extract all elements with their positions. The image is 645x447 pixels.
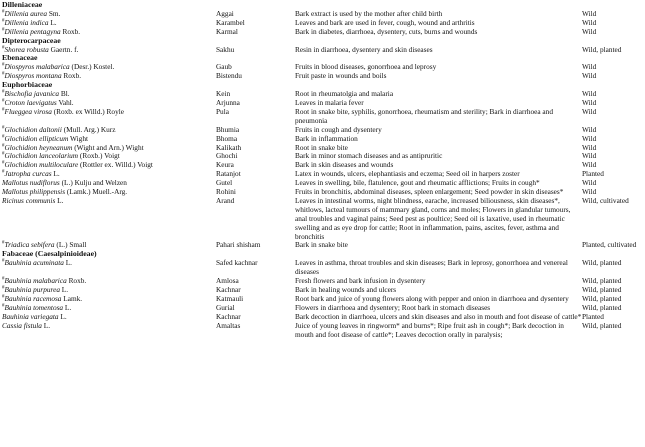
- species-authority: L.: [50, 17, 57, 27]
- status-cell: Wild, planted: [582, 302, 622, 312]
- medicinal-use-cell: Fruits in blood diseases, gonorrhoea and leprosy: [295, 62, 437, 72]
- species-name: Jatropha curcas: [4, 169, 52, 179]
- species-authority: (Mull. Arg.) Kurz: [63, 124, 116, 134]
- local-name-cell: Amaltas: [216, 320, 241, 330]
- species-mark: #: [2, 107, 5, 113]
- species-mark: #: [2, 294, 5, 300]
- species-name: Shorea robusta: [4, 44, 49, 54]
- species-mark: #: [2, 258, 5, 264]
- species-name: Croton laevigatus: [4, 97, 57, 107]
- status-cell: Wild: [582, 62, 597, 72]
- status-cell: Wild, planted: [582, 285, 622, 294]
- medicinal-use-cell: Bark in inflammation: [295, 133, 358, 143]
- species-mark: #: [2, 169, 5, 175]
- plant-use-table: [2, 1, 642, 339]
- species-mark: #: [2, 151, 5, 157]
- status-cell: Planted: [582, 311, 604, 321]
- species-authority: Roxb.: [63, 71, 82, 81]
- species-authority: L.: [61, 285, 69, 294]
- local-name-cell: Kalikath: [216, 142, 242, 152]
- medicinal-use-cell: Fresh flowers and bark infusion in dysentery: [295, 276, 426, 286]
- species-mark: #: [2, 62, 5, 68]
- medicinal-use-cell: Leaves in asthma, throat troubles and skin diseases; Bark in leprosy, gonorrhoea and venereal diseases: [295, 258, 568, 277]
- status-cell: Wild: [582, 17, 597, 27]
- species-name: Glochidion heyneanum: [4, 142, 73, 152]
- species-authority: Bl.: [60, 89, 70, 99]
- family-name: Fabaceae (Caesalpinioideae): [2, 249, 97, 259]
- species-mark: #: [2, 9, 5, 15]
- medicinal-use-cell: Juice of young leaves in ringworm* and burns*; Ripe fruit ash in cough*; Bark decoction in mouth and foot disease of cattle*; Leaves decoction orally in paralysis;: [295, 320, 564, 339]
- medicinal-use-cell: Bark decoction in diarrhoea, ulcers and skin diseases and also in mouth and foot disease of cattle*: [295, 311, 582, 321]
- species-authority: L.: [60, 311, 67, 321]
- status-cell: Wild: [582, 187, 597, 197]
- species-name: Diospyros malabarica: [4, 62, 70, 72]
- status-cell: Wild: [582, 133, 597, 143]
- species-authority: Sm.: [48, 8, 61, 18]
- local-name-cell: Safed kachnar: [216, 258, 258, 268]
- local-name-cell: Gurial: [216, 302, 235, 312]
- medicinal-use-cell: Root in rheumatolgia and malaria: [295, 89, 394, 99]
- species-name: Mallotus philippensis: [2, 187, 66, 197]
- table-row: [2, 46, 642, 55]
- status-cell: Wild: [582, 106, 597, 116]
- local-name-cell: Bhumia: [216, 124, 240, 134]
- species-cell: [2, 108, 216, 126]
- species-name: Bauhinia variegata: [2, 311, 59, 321]
- species-authority: (Roxb. ex Willd.) Royle: [53, 106, 124, 116]
- status-cell: Wild, planted: [582, 44, 622, 54]
- table-row: [2, 322, 642, 340]
- table-row: [2, 259, 642, 277]
- species-authority: Lamk.: [63, 293, 83, 303]
- species-name: Ricinus communis: [2, 195, 56, 205]
- local-name-cell: Karmal: [216, 26, 238, 36]
- species-mark: #: [2, 160, 5, 166]
- species-authority: Wight: [70, 133, 88, 143]
- local-name-cell: Kachnar: [216, 285, 241, 294]
- species-name: Bauhinia tomentosa: [4, 302, 64, 312]
- species-name: Bauhinia malabarica: [4, 276, 67, 286]
- status-cell: Wild: [582, 89, 597, 99]
- local-name-cell: Ratanjot: [216, 169, 241, 179]
- species-name: Bauhinia purpurea: [4, 285, 60, 294]
- species-mark: #: [2, 241, 5, 247]
- species-authority: L.: [65, 258, 73, 268]
- local-name-cell: Gutel: [216, 178, 233, 188]
- family-name: Dipterocarpaceae: [2, 35, 61, 45]
- species-mark: #: [2, 18, 5, 24]
- local-name-cell: Arjunna: [216, 97, 240, 107]
- species-name: Bischofia javanica: [4, 89, 60, 99]
- local-name-cell: Kachnar: [216, 311, 241, 321]
- species-authority: (L.) Kulju and Welzen: [61, 178, 127, 188]
- species-authority: Gaertn. f.: [50, 44, 79, 54]
- species-cell: [2, 197, 216, 242]
- status-cell: Wild: [582, 8, 597, 18]
- medicinal-use-cell: Fruits in cough and dysentery: [295, 124, 382, 134]
- species-mark: #: [2, 143, 5, 149]
- species-authority: L.: [43, 320, 51, 330]
- species-mark: #: [2, 89, 5, 95]
- species-authority: (Roxb.) Voigt: [79, 151, 120, 161]
- species-name: Dillenia aurea: [4, 8, 47, 18]
- species-name: Diospyros montana: [4, 71, 62, 81]
- table-row: [2, 241, 642, 250]
- species-authority: (Wight and Arn.) Wight: [74, 142, 144, 152]
- medicinal-use-cell: Bark in snake bite: [295, 240, 348, 250]
- local-name-cell: Katmauli: [216, 293, 244, 303]
- species-authority: (L.) Small: [56, 240, 87, 250]
- species-name: Cassia fistula: [2, 320, 42, 330]
- table-body: [2, 1, 642, 339]
- medicinal-use-cell: Fruits in bronchitis, abdominal diseases, spleen enlargement; Seed powder in skin diseases*: [295, 187, 564, 197]
- medicinal-use-cell: Fruit paste in wounds and boils: [295, 71, 387, 81]
- species-mark: #: [2, 276, 5, 282]
- medicinal-use-cell: Bark in minor stomach diseases and as antipruritic: [295, 151, 443, 161]
- local-name-cell: Amlosa: [216, 276, 239, 286]
- medicinal-use-cell: Leaves and bark are used in fever, cough, wound and arthritis: [295, 17, 475, 27]
- local-name-cell: Gaub: [216, 62, 232, 72]
- status-cell: Wild: [582, 124, 597, 134]
- species-authority: L.: [57, 195, 64, 205]
- species-mark: #: [2, 98, 5, 104]
- table-row: [2, 28, 642, 37]
- medicinal-use-cell: Root bark and juice of young flowers along with pepper and onion in diarrhoea and dysentery: [295, 293, 569, 303]
- species-name: Mallotus nudiflorus: [2, 178, 60, 188]
- status-cell: Wild: [582, 71, 597, 81]
- species-name: Dillenia pentagyna: [4, 26, 61, 36]
- local-name-cell: Aggai: [216, 8, 234, 18]
- species-authority: L.: [64, 302, 72, 312]
- status-cell: Wild, planted: [582, 258, 622, 268]
- status-cell: Wild, planted: [582, 276, 622, 286]
- species-mark: #: [2, 27, 5, 33]
- status-cell: Wild: [582, 97, 597, 107]
- local-name-cell: Pula: [216, 106, 229, 116]
- species-name: Glochidion ellipticum: [4, 133, 69, 143]
- species-authority: Roxb.: [68, 276, 87, 286]
- local-name-cell: Keura: [216, 160, 234, 170]
- table-row: [2, 197, 642, 242]
- species-mark: #: [2, 134, 5, 140]
- local-name-cell: Sakhu: [216, 44, 235, 54]
- species-mark: #: [2, 285, 5, 291]
- medicinal-use-cell: Leaves in swelling, bile, flatulence, gout and rheumatic afflictions; Fruits in cough*: [295, 178, 540, 188]
- species-mark: #: [2, 71, 5, 77]
- local-name-cell: Pahari shisham: [216, 240, 261, 250]
- species-authority: (Desr.) Kostel.: [71, 62, 115, 72]
- status-cell: Wild: [582, 142, 597, 152]
- medicinal-use-cell: Leaves in intestinal worms, night blindness, earache, increased biliousness, skin diseases*, whitlows, lacteal tumours of mammary gland, corns and moles; Flowers in glandular tumours, anal troubles and vaginal pains; Seed pest as poultice; Seed oil is laxative, used in rheumatic swelling and as eye drop for cattle; Root in inflammation, pains, ascites, fever, asthma and bronchitis: [295, 195, 571, 241]
- status-cell: Wild: [582, 151, 597, 161]
- local-name-cell: Karambel: [216, 17, 245, 27]
- species-name: Glochidion lanceolarium: [4, 151, 79, 161]
- status-cell: Wild, planted: [582, 320, 622, 330]
- species-name: Bauhinia racemosa: [4, 293, 62, 303]
- species-name: Flueggea virosa: [4, 106, 52, 116]
- family-name: Ebenaceae: [2, 53, 38, 63]
- local-name-cell: Ghochi: [216, 151, 238, 161]
- medicinal-use-cell: Leaves in malaria fever: [295, 97, 364, 107]
- medicinal-use-cell: Flowers in diarrhoea and dysentery; Root bark in stomach diseases: [295, 302, 491, 312]
- species-mark: #: [2, 303, 5, 309]
- status-cell: Wild: [582, 178, 597, 188]
- species-authority: Vahl.: [58, 97, 74, 107]
- medicinal-use-cell: Bark extract is used by the mother after child birth: [295, 8, 443, 18]
- local-name-cell: Arand: [216, 195, 235, 205]
- family-name: Euphorbiaceae: [2, 80, 53, 90]
- table-row: [2, 108, 642, 126]
- species-authority: Roxb.: [62, 26, 81, 36]
- species-name: Triadica sebifera: [4, 240, 55, 250]
- status-cell: Wild: [582, 160, 597, 170]
- species-authority: (Rottler ex. Willd.) Voigt: [80, 160, 153, 170]
- species-name: Dillenia indica: [4, 17, 49, 27]
- species-mark: #: [2, 125, 5, 131]
- species-cell: [2, 259, 216, 277]
- status-cell: Wild, planted: [582, 293, 622, 303]
- status-cell: Wild, cultivated: [582, 195, 629, 205]
- species-name: Glochidion daltonii: [4, 124, 62, 134]
- local-name-cell: Kein: [216, 89, 231, 99]
- table-row: [2, 72, 642, 81]
- medicinal-use-cell: Bark in skin diseases and wounds: [295, 160, 394, 170]
- species-authority: L.: [53, 169, 60, 179]
- local-name-cell: Rohini: [216, 187, 236, 197]
- medicinal-use-cell: Latex in wounds, ulcers, elephantiasis and eczema; Seed oil in harpers zoster: [295, 169, 520, 179]
- species-authority: (Lamk.) Muell.-Arg.: [66, 187, 128, 197]
- family-name: Dilleniaceae: [2, 0, 43, 9]
- status-cell: Planted: [582, 169, 604, 179]
- medicinal-use-cell: Bark in healing wounds and ulcers: [295, 285, 397, 294]
- species-name: Bauhinia acuminata: [4, 258, 64, 268]
- medicinal-use-cell: Bark in diabetes, diarrhoea, dysentery, cuts, burns and wounds: [295, 26, 478, 36]
- local-name-cell: Bhoma: [216, 133, 238, 143]
- local-name-cell: Bistendu: [216, 71, 242, 81]
- medicinal-use-cell: Resin in diarrhoea, dysentery and skin diseases: [295, 44, 433, 54]
- species-cell: [2, 322, 216, 340]
- status-cell: Planted, cultivated: [582, 240, 637, 250]
- medicinal-use-cell: Root in snake bite, syphilis, gonorrhoea, rheumatism and sterility; Bark in diarrhoea and pneumonia: [295, 106, 553, 125]
- species-mark: #: [2, 45, 5, 51]
- medicinal-use-cell: Root in snake bite: [295, 142, 348, 152]
- species-name: Glochidion multiloculare: [4, 160, 79, 170]
- status-cell: Wild: [582, 26, 597, 36]
